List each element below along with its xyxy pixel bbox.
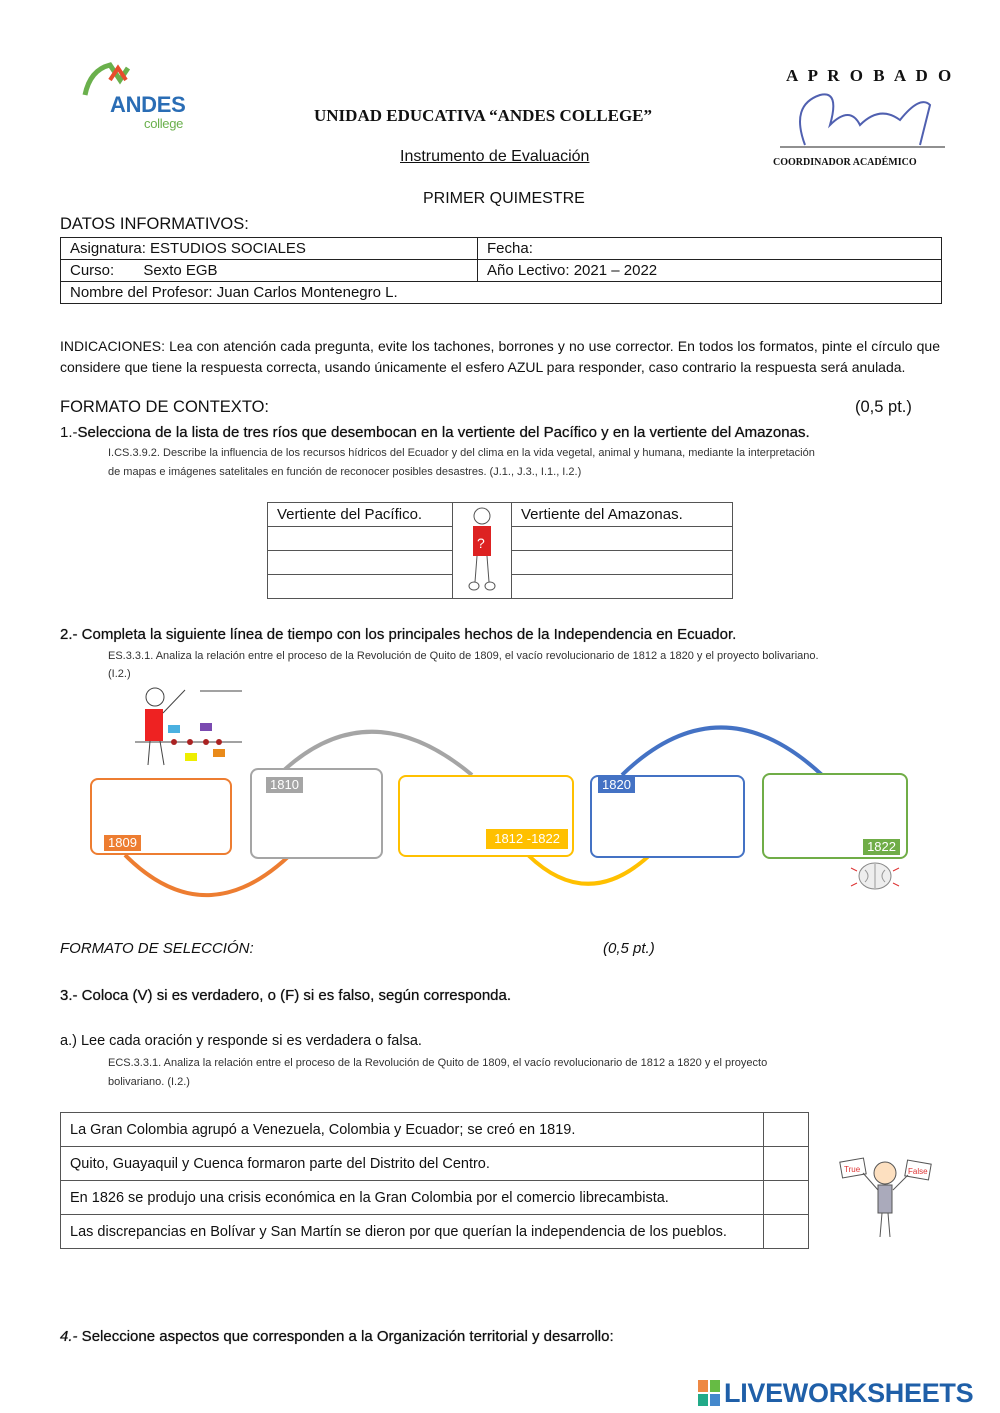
- year-label-1812-1822: 1812 -1822: [486, 829, 568, 849]
- instrument-title: Instrumento de Evaluación: [400, 148, 590, 165]
- amazon-header: Vertiente del Amazonas.: [512, 503, 733, 527]
- pacific-river-1[interactable]: [268, 527, 453, 551]
- answer-cell[interactable]: [764, 1181, 809, 1215]
- approval-stamp-title: A P R O B A D O: [786, 66, 955, 85]
- question-figure: [453, 503, 512, 599]
- school-name: UNIDAD EDUCATIVA “ANDES COLLEGE”: [314, 106, 653, 125]
- timeline-box-1820[interactable]: [590, 775, 745, 858]
- section-context-heading: FORMATO DE CONTEXTO:: [60, 398, 270, 416]
- section-selection-heading: FORMATO DE SELECCIÓN:: [60, 940, 254, 957]
- instructions-text: INDICACIONES: Lea con atención cada pregunta, evite los tachones, borrones y no use corrector. En todos los formatos, pinte el círculo que considere que tiene la respuesta correcta, usando únicamente el esfero AZUL para responder, caso contrario la respuesta será anulada.: [60, 338, 940, 375]
- timeline-box-1810[interactable]: [250, 768, 383, 859]
- year-label-1820: 1820: [598, 777, 635, 793]
- liveworksheets-logo-icon: [698, 1380, 722, 1408]
- subject-cell: Asignatura: ESTUDIOS SOCIALES: [61, 238, 478, 260]
- timeline-box-1812-1822[interactable]: [398, 775, 574, 857]
- table-row: [61, 1181, 809, 1215]
- school-year-cell: Año Lectivo: 2021 – 2022: [478, 260, 942, 282]
- svg-text:True: True: [844, 1165, 861, 1174]
- datos-heading: DATOS INFORMATIVOS:: [60, 215, 249, 233]
- statement: Las discrepancias en Bolívar y San Martín se dieron por que querían la independencia de los pueblos.: [61, 1215, 764, 1249]
- amazon-river-1[interactable]: [512, 527, 733, 551]
- statement: En 1826 se produjo una crisis económica en la Gran Colombia por el comercio librecambista.: [61, 1181, 764, 1215]
- amazon-river-3[interactable]: [512, 575, 733, 599]
- school-logo: [80, 60, 200, 135]
- brain-icon: [845, 856, 905, 896]
- year-label-1810: 1810: [266, 777, 303, 793]
- answer-cell[interactable]: [764, 1147, 809, 1181]
- course-cell: Curso: Sexto EGB: [61, 260, 478, 282]
- question-3: 3.- Coloca (V) si es verdadero, o (F) si es falso, según corresponda.: [60, 987, 512, 1004]
- term-title: PRIMER QUIMESTRE: [423, 190, 585, 207]
- svg-text:False: False: [908, 1167, 928, 1176]
- teacher-cell: Nombre del Profesor: Juan Carlos Montenegro L.: [61, 282, 942, 304]
- question-4: 4.- Seleccione aspectos que corresponden a la Organización territorial y desarrollo:: [60, 1328, 614, 1345]
- q1-skill-line2: de mapas e imágenes satelitales en función de reconocer posibles desastres. (J.1., J.3., I.1., I.2.): [108, 466, 582, 478]
- true-false-person-icon: [838, 1145, 933, 1240]
- logo-text: ANDES: [110, 92, 186, 117]
- q2-skill-line2: (I.2.): [108, 668, 131, 680]
- pacific-river-2[interactable]: [268, 551, 453, 575]
- table-row: [61, 1215, 809, 1249]
- q3-subinstruction: a.) Lee cada oración y responde si es verdadera o falsa.: [60, 1033, 422, 1049]
- svg-text:?: ?: [477, 534, 485, 551]
- rivers-table: [267, 502, 733, 599]
- question-1: 1.-Selecciona de la lista de tres ríos que desembocan en la vertiente del Pacífico y en la vertiente del Amazonas.: [60, 424, 810, 441]
- pacific-river-3[interactable]: [268, 575, 453, 599]
- table-row: [61, 1147, 809, 1181]
- table-row: [61, 1113, 809, 1147]
- logo-subtext: college: [144, 116, 184, 131]
- q3-skill-line1: ECS.3.3.1. Analiza la relación entre el proceso de la Revolución de Quito de 1809, el vacío revolucionario de 1812 a 1820 y el proyecto: [108, 1057, 768, 1069]
- section-selection-points: (0,5 pt.): [603, 940, 655, 957]
- approval-stamp-role: COORDINADOR ACADÉMICO: [773, 157, 917, 168]
- true-false-table: [60, 1112, 809, 1249]
- amazon-river-2[interactable]: [512, 551, 733, 575]
- pacific-header: Vertiente del Pacífico.: [268, 503, 453, 527]
- q3-skill-line2: bolivariano. (I.2.): [108, 1076, 190, 1088]
- section-context-points: (0,5 pt.): [855, 398, 912, 416]
- timeline-box-1822[interactable]: [762, 773, 908, 859]
- timeline-arc-blue: [622, 728, 822, 776]
- answer-cell[interactable]: [764, 1215, 809, 1249]
- thinking-person-icon: [457, 504, 507, 594]
- answer-cell[interactable]: [764, 1113, 809, 1147]
- year-label-1809: 1809: [104, 835, 141, 851]
- q2-skill-line1: ES.3.3.1. Analiza la relación entre el proceso de la Revolución de Quito de 1809, el vacío revolucionario de 1812 a 1820 y el proyecto bolivariano.: [108, 650, 819, 662]
- statement: Quito, Guayaquil y Cuenca formaron parte del Distrito del Centro.: [61, 1147, 764, 1181]
- year-label-1822: 1822: [863, 839, 900, 855]
- signature-icon: [780, 85, 950, 155]
- date-cell[interactable]: Fecha:: [478, 238, 942, 260]
- question-2: 2.- Completa la siguiente línea de tiempo con los principales hechos de la Independencia en Ecuador.: [60, 626, 737, 643]
- info-table: [60, 237, 942, 304]
- watermark-text: LIVEWORKSHEETS: [724, 1378, 974, 1408]
- statement: La Gran Colombia agrupó a Venezuela, Colombia y Ecuador; se creó en 1819.: [61, 1113, 764, 1147]
- timeline-box-1809[interactable]: [90, 778, 232, 855]
- q1-skill-line1: I.CS.3.9.2. Describe la influencia de los recursos hídricos del Ecuador y del clima en la vida vegetal, animal y humana, mediante la interpretación: [108, 447, 815, 459]
